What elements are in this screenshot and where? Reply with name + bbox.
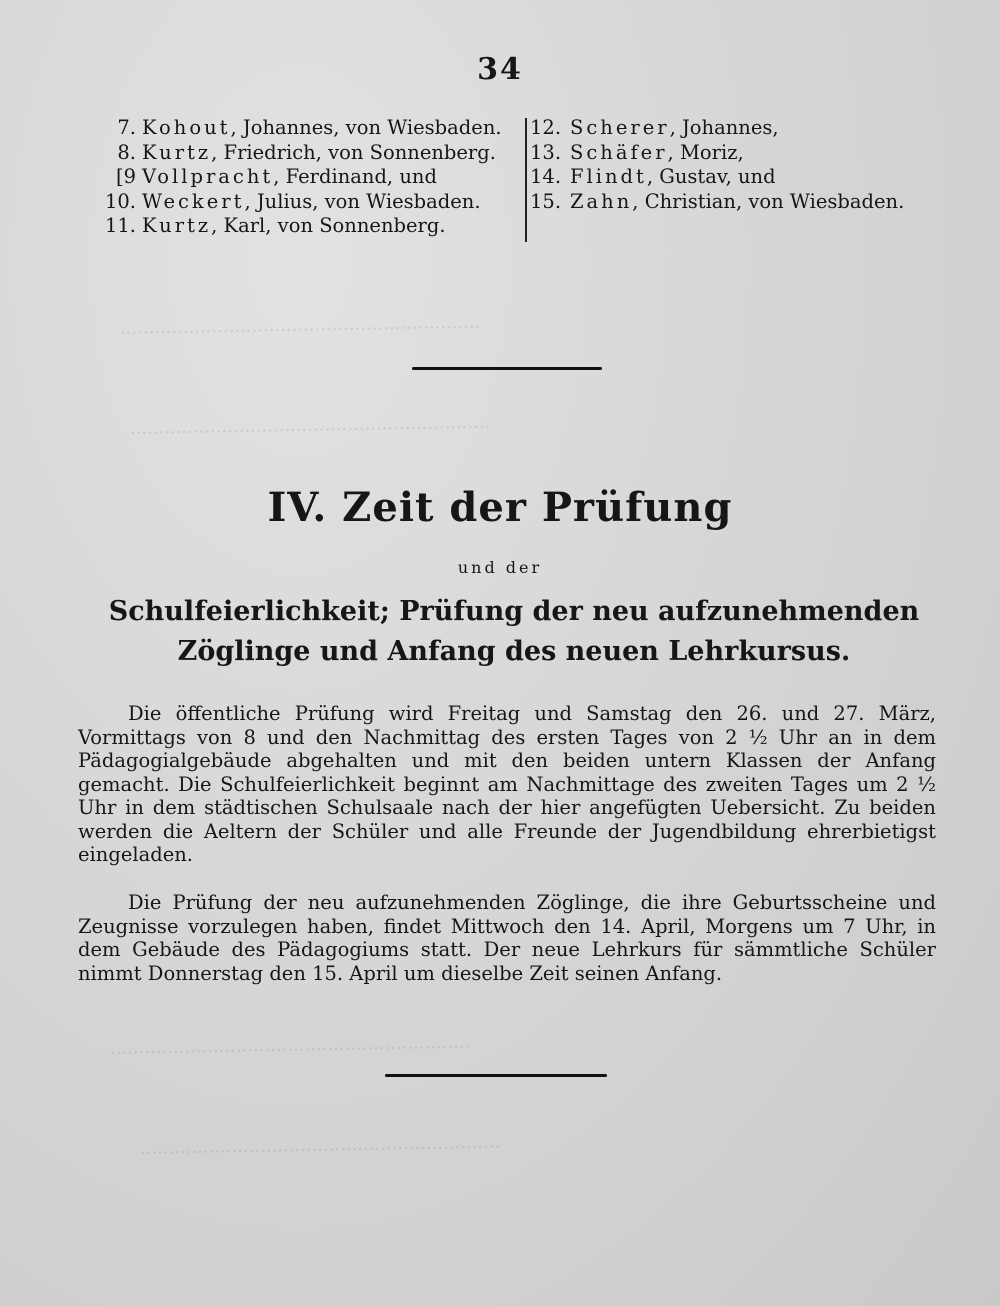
list-item: 7. Kohout, Johannes, von Wiesbaden. (117, 116, 502, 139)
bleed-through-text: ······························································· (129, 416, 491, 445)
student-list-left (98, 116, 523, 239)
body-paragraph: Die öffentliche Prüfung wird Freitag und Samstag den 26. und 27. März, Vormittags von 8 und den Nachmittag des ersten Tages von 2 ½ Uhr an in dem Pädagogialgebäude abgehalten und mit den beiden untern Klassen der Anfang gemacht. Die Schulfeierlichkeit beginnt am Nachmittage des zweiten Tages um 2 ½ Uhr in dem städtischen Schulsaale nach der hier angefügten Uebersicht. Zu beiden werden die Aeltern der Schüler und alle Freunde der Jugendbildung ehrerbietigst eingeladen. (78, 702, 936, 866)
list-item: 14. Flindt, Gustav, und (530, 165, 776, 188)
section-divider-rule (412, 367, 602, 370)
student-list-right (530, 116, 950, 214)
bleed-through-text: ······························································· (119, 316, 481, 345)
list-item: 15. Zahn, Christian, von Wiesbaden. (530, 189, 905, 213)
list-item: 8. Kurtz, Friedrich, von Sonnenberg. (117, 140, 496, 164)
section-subtitle: und der (457, 558, 543, 577)
list-item: 10. Weckert, Julius, von Wiesbaden. (104, 189, 481, 213)
column-divider (525, 118, 527, 242)
list-item: 13. Schäfer, Moriz, (530, 140, 744, 164)
section-heading (84, 592, 944, 672)
section-title: IV. Zeit der Prüfung (267, 484, 733, 531)
section-heading-line: Zöglinge und Anfang des neuen Lehrkursus. (177, 636, 851, 667)
page-number: 34 (477, 52, 523, 87)
bleed-through-text: ······························································· (139, 1136, 501, 1165)
body-paragraph: Die Prüfung der neu aufzunehmenden Zöglinge, die ihre Geburtsscheine und Zeugnisse vorzulegen haben, findet Mittwoch den 14. April, Morgens um 7 Uhr, in dem Gebäude des Pädagogiums statt. Der neue Lehrkurs für sämmtliche Schüler nimmt Donnerstag den 15. April um dieselbe Zeit seinen Anfang. (78, 891, 936, 985)
section-heading-line: Schulfeierlichkeit; Prüfung der neu aufzunehmenden (108, 596, 920, 627)
bleed-through-text: ······························································· (109, 1036, 471, 1065)
list-item: 12. Scherer, Johannes, (530, 116, 779, 139)
list-item: [9 Vollpracht, Ferdinand, und (115, 165, 437, 188)
list-item: 11. Kurtz, Karl, von Sonnenberg. (104, 214, 446, 237)
end-divider-rule (385, 1074, 607, 1077)
